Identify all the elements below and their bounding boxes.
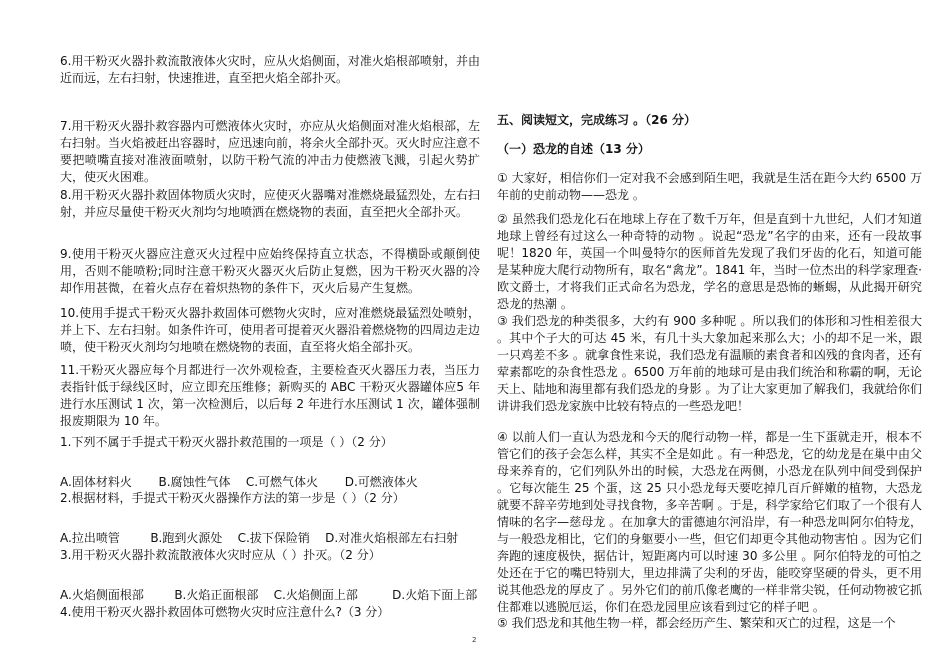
subsection-heading: （一）恐龙的自述（13 分） [497,142,650,156]
paragraph-11: 11.干粉灭火器应每个月都进行一次外观检查，主要检查灭火器压力表，当压力表指针低于绿线区时，应立即充压维修；新购买的 ABC 干粉灭火器罐体应5 年进行水压测试 1 次，第一次检测后，以后每 2 年进行水压测试 1 次，罐体强制报废期限为 10 年。 [60,363,480,428]
reading-paragraph-2: ② 虽然我们恐龙化石在地球上存在了数千万年，但是直到十九世纪，人们才知道地球上曾经有过这么一种奇特的动物 。说起“恐龙”名字的由来，还有一段故事呢！1820 年，英国一个叫曼特尔的医师首先发现了我们牙齿的化石，知道可能是某种庞大爬行动物所有，取名“禽龙”。1841 年，当时一位杰出的科学家理查·欧文爵士，才将我们正式命名为恐龙，学名的意思是恐怖的蜥蜴，从此揭开研究恐龙的热潮 。 [497,212,922,311]
paragraph-6: 6.用干粉灭火器扑救流散液体火灾时，应从火焰侧面，对准火焰根部喷射，并由近而远，左右扫射，快速推进，直至把火焰全部扑灭。 [60,54,480,85]
reading-paragraph-4: ④ 以前人们一直认为恐龙和今天的爬行动物一样，都是一生下蛋就走开，根本不管它们的孩子会怎么样，其实不全是如此 。有一种恐龙，它的幼龙是在巢中由父母来养育的，它们列队外出的时候，大恐龙在两侧，小恐龙在队列中间受到保护 。它每次能生 25 个蛋，这 25 只小恐龙每天要吃掉几百斤鲜嫩的植物，大恐龙就要不辞辛劳地到处寻找食物，多辛苦啊 。于是，科学家给它们取了一个很有人情味的名字—慈母龙 。在加拿大的雷德迪尔河沿岸，有一种恐龙叫阿尔伯特龙，与一般恐龙相比，它们的身躯要小一些，但它们却更令其他动物害怕 。因为它们奔跑的速度极快，据估计，短距离内可以时速 30 多公里 。阿尔伯特龙的可怕之处还在于它的嘴巴特别大，里边排满了尖利的牙齿，能咬穿坚硬的骨头，更不用说其他恐龙的厚皮了 。另外它们的前爪像老鹰的一样非常尖锐，任何动物被它抓住都难以逃脱厄运，你们在恐龙园里应该看到过它的样子吧 。 [497,430,922,614]
question-1: 1.下列不属于手提式干粉灭火器扑救范围的一项是（ ）（2 分） [60,435,393,449]
reading-paragraph-1: ① 大家好，相信你们一定对我不会感到陌生吧，我就是生活在距今大约 6500 万年前的史前动物——恐龙 。 [497,171,922,202]
question-3: 3.用干粉灭火器扑救流散液体火灾时应从（ ）扑灭。（2 分） [60,548,381,562]
question-2: 2.根据材料，手提式干粉灭火器操作方法的第一步是（ ）（2 分） [60,491,405,505]
question-3-options: A.火焰侧面根部 B.火焰正面根部 C.火焰侧面上部 D.火焰下面上部 [60,588,478,602]
paragraph-10: 10.使用手提式干粉灭火器扑救固体可燃物火灾时，应对准燃烧最猛烈处喷射，并上下、左右扫射。如条件许可，使用者可提着灭火器沿着燃烧物的四周边走边喷，使干粉灭火剂均匀地喷在燃烧物的表面，直至将火焰全部扑灭。 [60,306,481,354]
paragraph-9: 9.使用干粉灭火器应注意灭火过程中应始终保持直立状态，不得横卧或颠倒使用，否则不能喷粉;同时注意干粉灭火器灭火后防止复燃，因为干粉灭火器的冷却作用甚微，在着火点存在着炽热物的条件下，灭火后易产生复燃。 [60,247,480,295]
question-4: 4.使用干粉灭火器扑救固体可燃物火灾时应注意什么?（3 分） [60,605,390,619]
paragraph-7: 7.用干粉灭火器扑救容器内可燃液体火灾时，亦应从火焰侧面对准火焰根部，左右扫射。当火焰被赶出容器时，应迅速向前，将余火全部扑灭。灭火时应注意不要把喷嘴直接对准液面喷射，以防干粉气流的冲击力使燃液飞溅，引起火势扩大，使灭火困难。 [60,119,481,184]
page-number: 2 [472,636,477,644]
paragraph-8: 8.用干粉灭火器扑救固体物质火灾时，应使灭火器嘴对准燃烧最猛烈处，左右扫射，并应尽量使干粉灭火剂均匀地喷洒在燃烧物的表面，直至把火全部扑灭。 [60,188,480,219]
question-2-options: A.拉出喷管 B.跑到火源处 C.拔下保险销 D.对准火焰根部左右扫射 [60,531,459,545]
section-heading: 五、阅读短文，完成练习 。（26 分） [497,113,697,127]
reading-paragraph-5: ⑤ 我们恐龙和其他生物一样，都会经历产生、繁荣和灭亡的过程，这是一个 [497,616,896,630]
reading-paragraph-3: ③ 我们恐龙的种类很多，大约有 900 多种呢 。所以我们的体形和习性相差很大 。其中个子大的可达 45 米，有几十头大象加起来那么大；小的却不足一米，跟一只鸡差不多 。就拿食性来说，我们恐龙有温顺的素食者和凶残的食肉者，还有荤素都吃的杂食性恐龙 。6500 万年前的地球可是由我们统治和称霸的啊，无论天上、陆地和海里都有我们恐龙的身影 。为了让大家更加了解我们，我就给你们讲讲我们恐龙家族中比较有特点的一些恐龙吧！ [497,314,922,413]
question-1-options: A.固体材料火 B.腐蚀性气体 C.可燃气体火 D.可燃液体火 [60,475,418,489]
